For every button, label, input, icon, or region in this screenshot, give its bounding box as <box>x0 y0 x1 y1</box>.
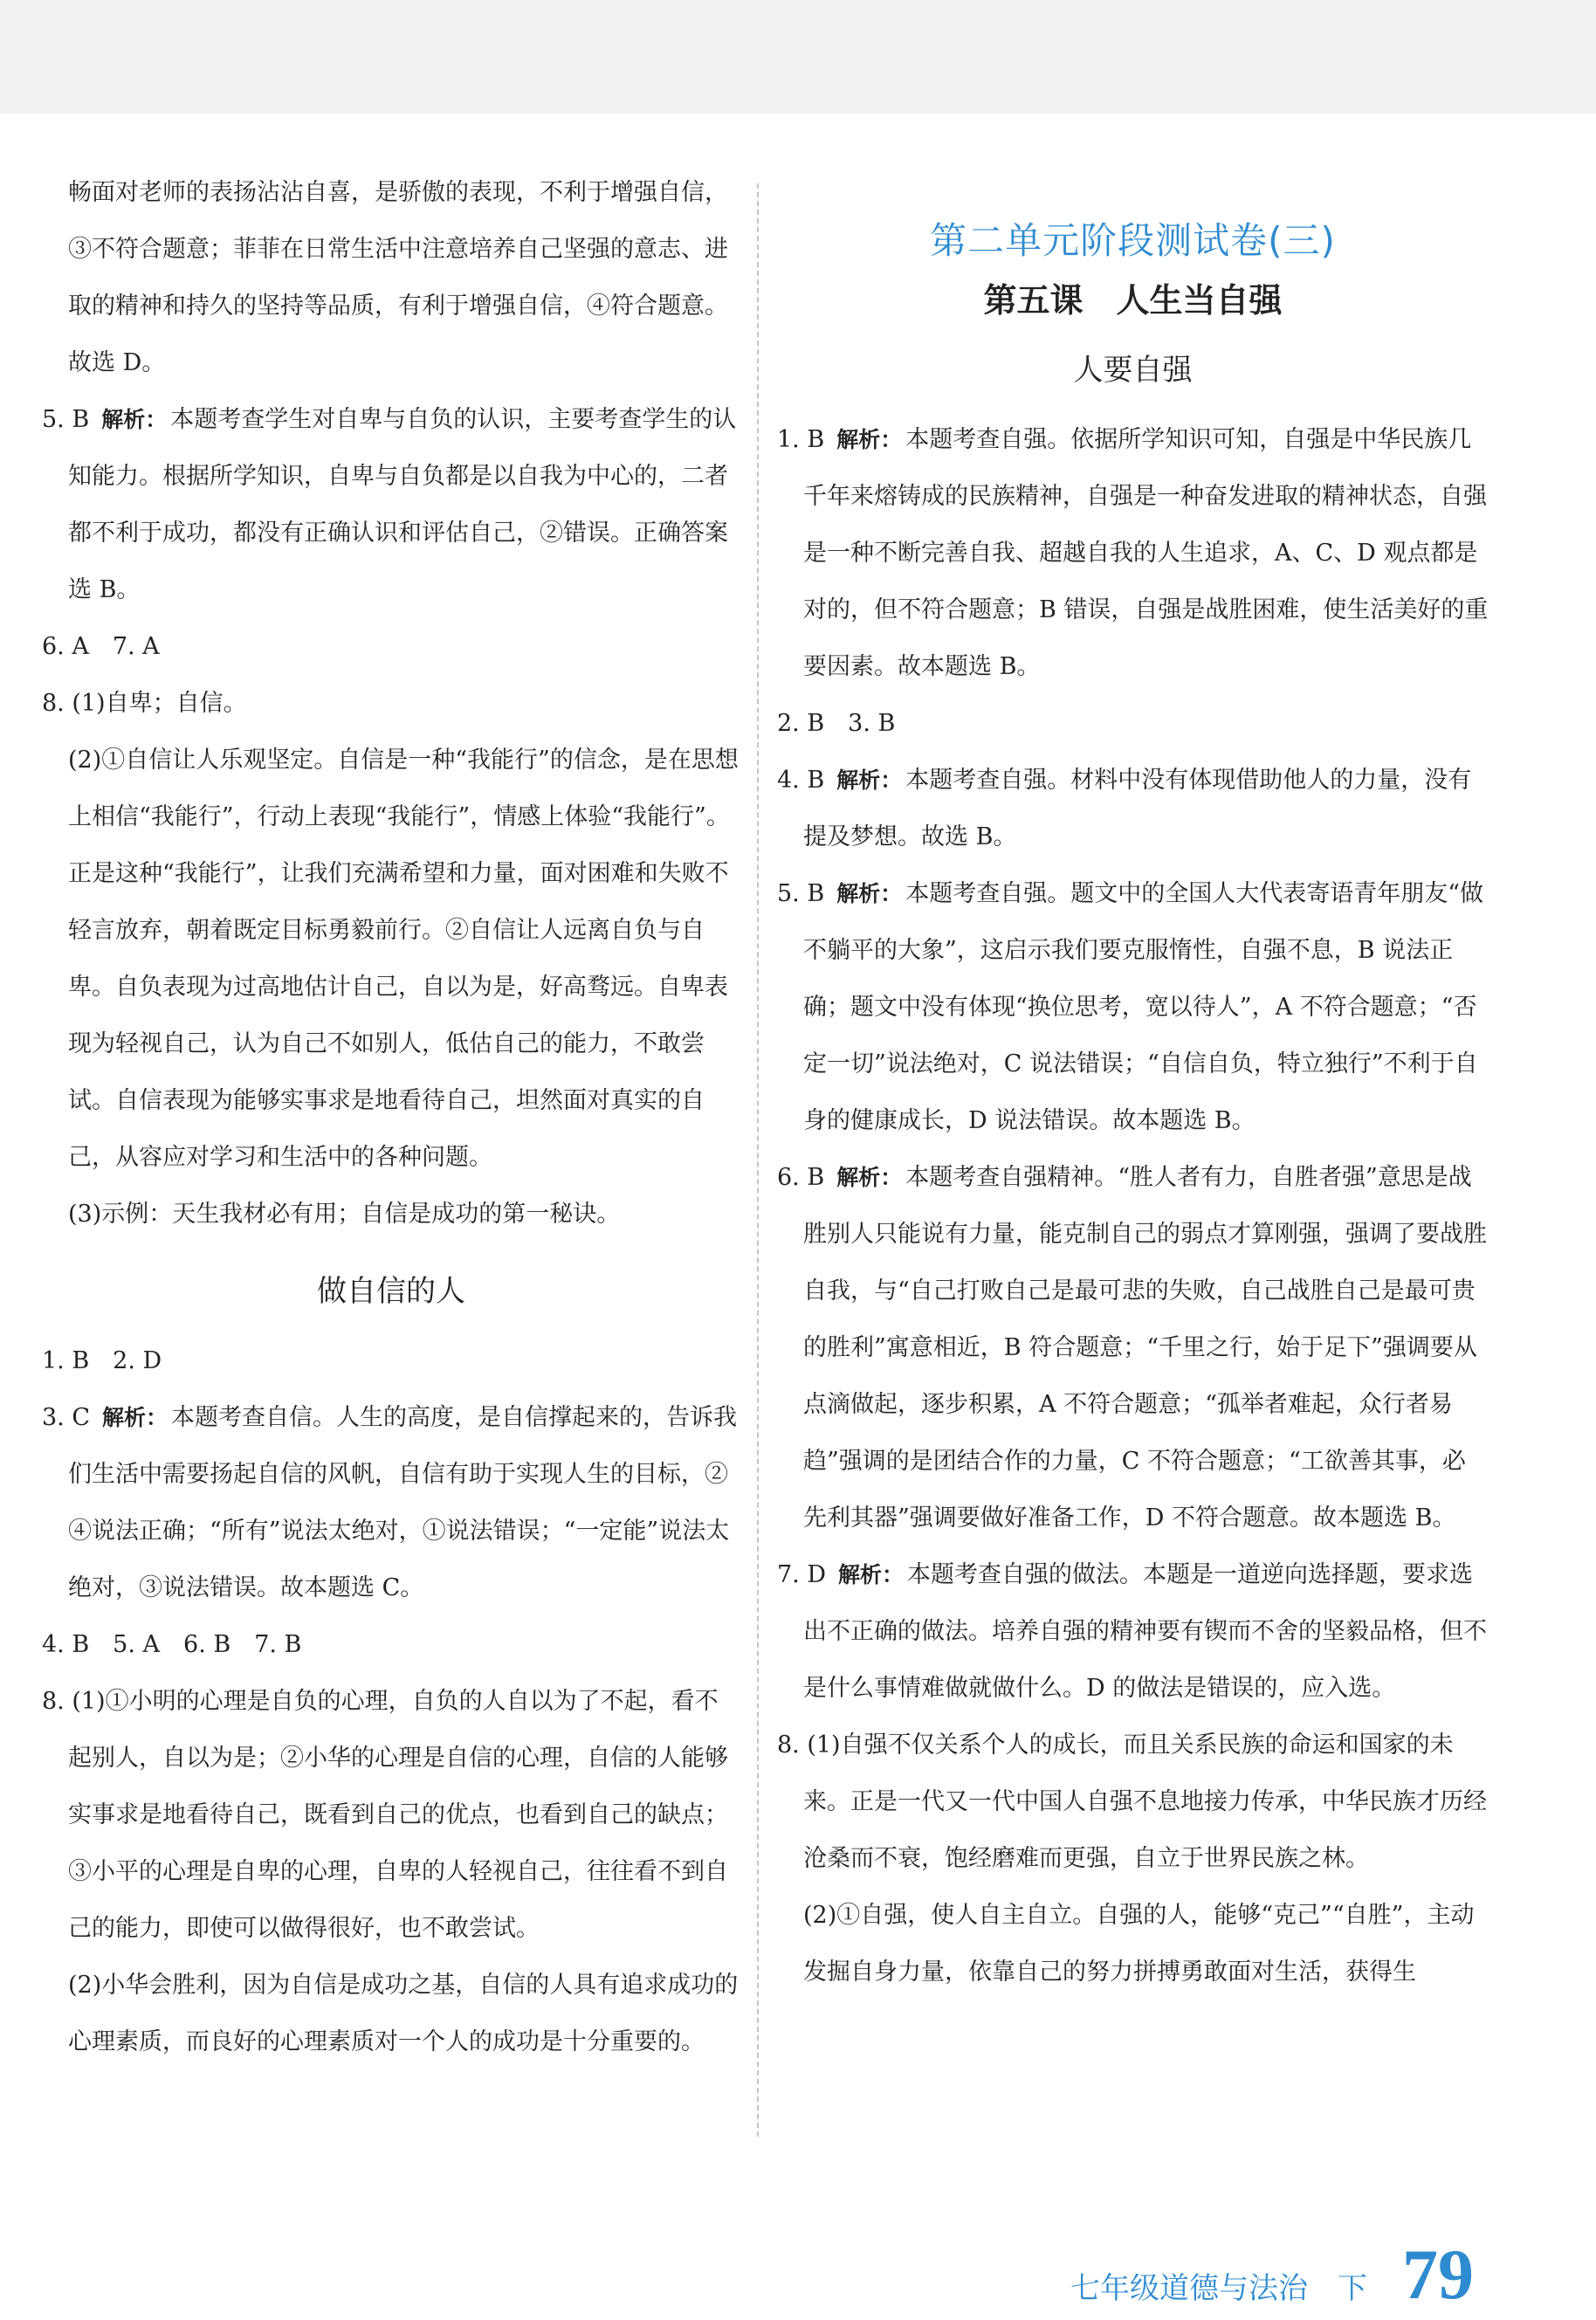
paragraph: 8. (1)自强不仅关系个人的成长，而且关系民族的命运和国家的未来。正是一代又一代中国人自强不息地接力传承，中华民族才历经沧桑而不衰，饱经磨难而更强，自立于世界民族之林。 <box>777 1731 1487 1872</box>
paragraph: 1. B 2. D <box>42 1347 162 1374</box>
analysis-tag: 解析： <box>102 1405 169 1430</box>
answer-item <box>777 865 1489 1149</box>
answer-number: 5. B <box>777 880 825 907</box>
column-divider <box>757 183 759 2137</box>
analysis-text: 本题考查自强。依据所学知识可知，自强是中华民族几千年来熔铸成的民族精神，自强是一种奋发进取的精神状态，自强是一种不断完善自我、超越自我的人生追求，A、C、D 观点都是对的，但不符合题意；B 错误，自强是战胜困难，使生活美好的重要因素。故本题选 B。 <box>803 426 1489 680</box>
book-title: 七年级道德与法治 下 <box>1070 2271 1367 2306</box>
answer-item <box>42 391 740 618</box>
analysis-text: 本题考查自强。材料中没有体现借助他人的力量，没有提及梦想。故选 B。 <box>803 767 1472 850</box>
paragraph: (2)①自强，使人自主自立。自强的人，能够“克己”“自胜”，主动发掘自身力量，依靠自己的努力拼搏勇敢面对生活，获得生 <box>803 1902 1475 1986</box>
analysis-tag: 解析： <box>101 407 168 432</box>
answer-item <box>777 1149 1489 1546</box>
page-footer <box>1070 2234 1474 2316</box>
paragraph: (2)小华会胜利，因为自信是成功之基，自信的人具有追求成功的心理素质，而良好的心理素质对一个人的成功是十分重要的。 <box>68 1972 739 2055</box>
answer-number: 4. B <box>777 767 825 794</box>
analysis-text: 本题考查自强的做法。本题是一道逆向选择题，要求选出不正确的做法。培养自强的精神要有锲而不舍的坚毅品格，但不是什么事情难做就做什么。D 的做法是错误的，应入选。 <box>803 1561 1487 1702</box>
lesson-title: 第五课 人生当自强 <box>983 280 1283 320</box>
section-heading: 做自信的人 <box>317 1274 465 1309</box>
answer-number: 3. C <box>42 1404 91 1431</box>
paragraph: 2. B 3. B <box>777 710 896 737</box>
analysis-text: 本题考查自信。人生的高度，是自信撑起来的，告诉我们生活中需要扬起自信的风帆，自信有助于实现人生的目标，②④说法正确；“所有”说法太绝对，①说法错误；“一定能”说法太绝对，③说法错误。故本题选 C。 <box>68 1404 738 1601</box>
answer-number: 5. B <box>42 406 90 433</box>
left-column <box>42 164 740 2070</box>
analysis-tag: 解析： <box>836 427 903 452</box>
paragraph: 畅面对老师的表扬沾沾自喜，是骄傲的表现，不利于增强自信，③不符合题意；菲菲在日常生活中注意培养自己坚强的意志、进取的精神和持久的坚持等品质，有利于增强自信，④符合题意。故选 D。 <box>68 179 728 376</box>
paragraph: 8. (1)①小明的心理是自负的心理，自负的人自以为了不起，看不起别人，自以为是；②小华的心理是自信的心理，自信的人能够实事求是地看待自己，既看到自己的优点，也看到自己的缺点；③小平的心理是自卑的心理，自卑的人轻视自己，往往看不到自己的能力，即使可以做得很好，也不敢尝试。 <box>42 1688 728 1942</box>
unit-title: 第二单元阶段测试卷(三) <box>930 219 1336 262</box>
paragraph: 6. A 7. A <box>42 633 160 660</box>
answer-item <box>777 752 1489 865</box>
answer-number: 1. B <box>777 426 825 453</box>
answer-item <box>777 411 1489 695</box>
answer-item <box>42 1389 740 1616</box>
analysis-text: 本题考查学生对自卑与自负的认识，主要考查学生的认知能力。根据所学知识，自卑与自负都是以自我为中心的，二者都不利于成功，都没有正确认识和评估自己，②错误。正确答案选 B。 <box>68 406 737 603</box>
top-margin-band <box>0 0 1596 114</box>
analysis-tag: 解析： <box>838 1562 905 1587</box>
section-heading: 人要自强 <box>1073 353 1193 388</box>
answer-item <box>777 1546 1489 1717</box>
analysis-text: 本题考查自强。题文中的全国人大代表寄语青年朋友“做不躺平的大象”，这启示我们要克服惰性，自强不息，B 说法正确；题文中没有体现“换位思考，宽以待人”，A 不符合题意；“否定一切”说法绝对，C 说法错误；“自信自负，特立独行”不利于自身的健康成长，D 说法错误。故本题选 B。 <box>803 880 1484 1134</box>
page-number: 79 <box>1402 2234 1474 2314</box>
paragraph: (3)示例：天生我材必有用；自信是成功的第一秘诀。 <box>68 1201 621 1228</box>
analysis-text: 本题考查自强精神。“胜人者有力，自胜者强”意思是战胜别人只能说有力量，能克制自己的弱点才算刚强，强调了要战胜自我，与“自己打败自己是最可悲的失败，自己战胜自己是最可贵的胜利”寓意相近，B 符合题意；“千里之行，始于足下”强调要从点滴做起，逐步积累，A 不符合题意；“孤举者难起，众行者易趋”强调的是团结合作的力量，C 不符合题意；“工欲善其事，必先利其器”强调要做好准备工作，D 不符合题意。故本题选 B。 <box>803 1164 1487 1532</box>
paragraph: 4. B 5. A 6. B 7. B <box>42 1631 302 1658</box>
paragraph: 8. (1)自卑；自信。 <box>42 690 247 717</box>
analysis-tag: 解析： <box>836 881 903 906</box>
analysis-tag: 解析： <box>836 768 903 793</box>
analysis-tag: 解析： <box>836 1165 903 1190</box>
answer-number: 6. B <box>777 1164 825 1191</box>
right-column <box>777 164 1489 2000</box>
answer-number: 7. D <box>777 1561 826 1588</box>
paragraph: (2)①自信让人乐观坚定。自信是一种“我能行”的信念，是在思想上相信“我能行”，行动上表现“我能行”，情感上体验“我能行”。正是这种“我能行”，让我们充满希望和力量，面对困难和失败不轻言放弃，朝着既定目标勇毅前行。②自信让人远离自负与自卑。自负表现为过高地估计自己，自以为是，好高骛远。自卑表现为轻视自己，认为自己不如别人，低估自己的能力，不敢尝试。自信表现为能够实事求是地看待自己，坦然面对真实的自己，从容应对学习和生活中的各种问题。 <box>68 747 739 1171</box>
